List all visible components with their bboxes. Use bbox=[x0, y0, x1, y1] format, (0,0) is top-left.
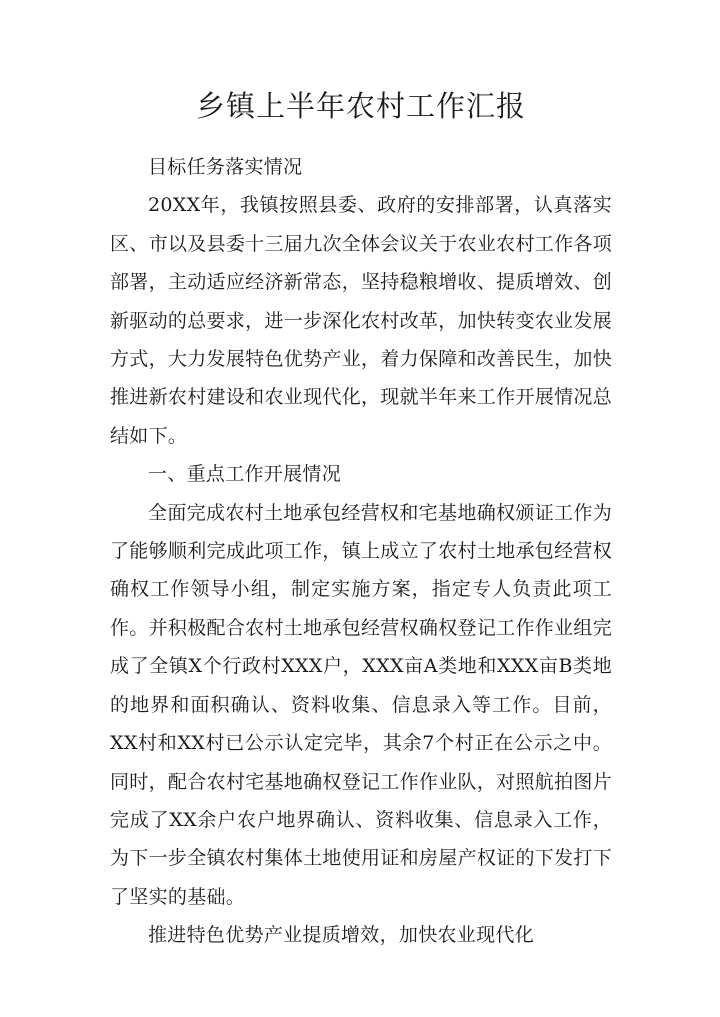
paragraph-land-rights: 全面完成农村土地承包经营权和宅基地确权颁证工作为了能够顺利完成此项工作，镇上成立了农村土地承包经营权确权工作领导小组，制定实施方案，指定专人负责此项工作。并积极配合农村土地承包经营权确权登记工作作业组完成了全镇X个行政村XXX户，XXX亩A类地和XXX亩B类地的地界和面积确认、资料收集、信息录入等工作。目前，XX村和XX村已公示认定完毕，其余7个村正在公示之中。同时，配合农村宅基地确权登记工作作业队，对照航拍图片完成了XX余户农户地界确认、资料收集、信息录入工作，为下一步全镇农村集体土地使用证和房屋产权证的下发打下了坚实的基础。 bbox=[110, 501, 612, 908]
paragraph-overview: 20XX年，我镇按照县委、政府的安排部署，认真落实区、市以及县委十三届九次全体会议关于农业农村工作各项部署，主动适应经济新常态，坚持稳粮增收、提质增效、创新驱动的总要求，进一步深化农村改革，加快转变农业发展方式，大力发展特色优势产业，着力保障和改善民生，加快推进新农村建设和农业现代化，现就半年来工作开展情况总结如下。 bbox=[110, 194, 612, 447]
section-heading-targets: 目标任务落实情况 bbox=[148, 156, 303, 178]
document-title: 乡镇上半年农村工作汇报 bbox=[195, 89, 526, 123]
section-heading-key-work: 一、重点工作开展情况 bbox=[148, 463, 342, 486]
section-heading-industry: 推进特色优势产业提质增效，加快农业现代化 bbox=[148, 924, 535, 947]
